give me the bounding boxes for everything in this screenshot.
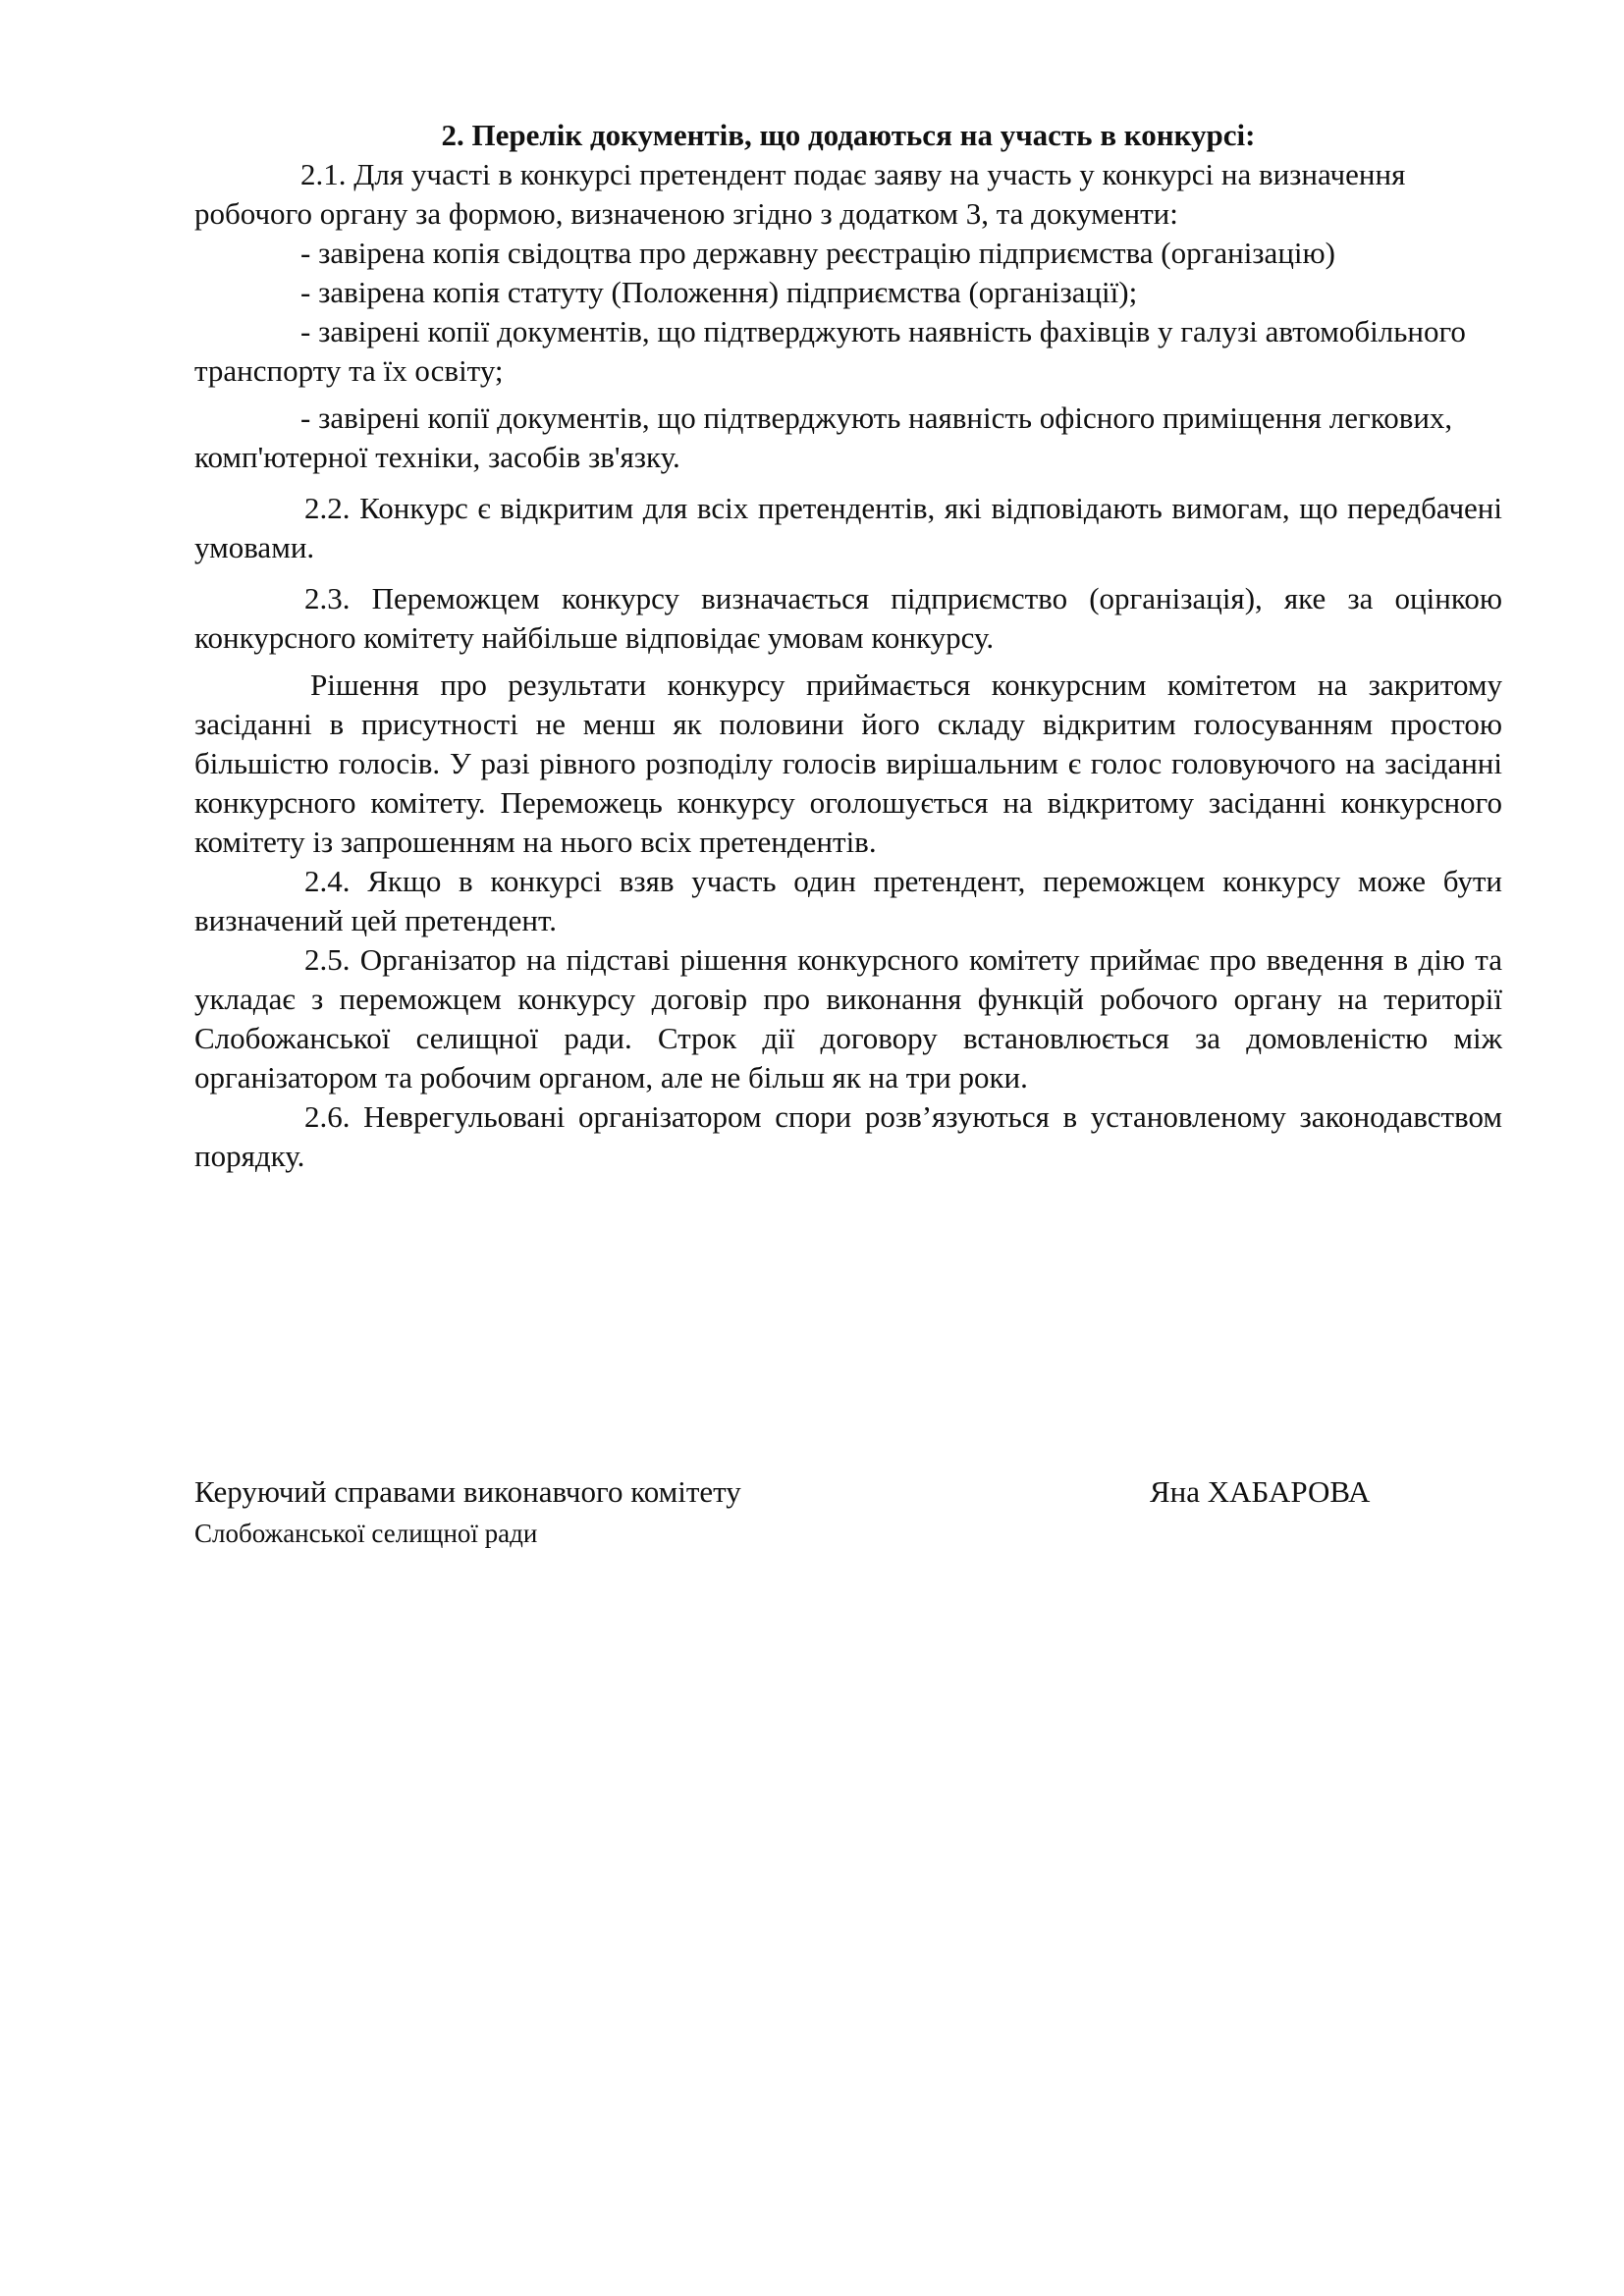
paragraph-2-2: 2.2. Конкурс є відкритим для всіх претендентів, які відповідають вимогам, що передбачені умовами. <box>194 491 1502 564</box>
signature-block <box>194 1472 1392 1571</box>
paragraph-2-6: 2.6. Неврегульовані організатором спори розв’язуються в установленому законодавством порядку. <box>194 1099 1502 1173</box>
paragraph-2-5: 2.5. Організатор на підставі рішення конкурсного комітету приймає про введення в дію та укладає з переможцем конкурсу договір про виконання функцій робочого органу на території Слобожанської селищної ради. Строк дії договору встановлюється за домовленістю між організатором та робочим органом, але не більш як на три роки. <box>194 942 1502 1095</box>
list-item-specialists-documents: - завірені копії документів, що підтверджують наявність фахівців у галузі автомобільного транспорту та їх освіту; <box>194 314 1466 388</box>
paragraph-2-3: 2.3. Переможцем конкурсу визначається підприємство (організація), яке за оцінкою конкурсного комітету найбільше відповідає умовам конкурсу. <box>194 581 1502 655</box>
section-heading: 2. Перелік документів, що додаються на участь в конкурсі: <box>441 118 1256 152</box>
signatory-position: Керуючий справами виконавчого комітету <box>194 1474 741 1509</box>
paragraph-decision: Рішення про результати конкурсу приймається конкурсним комітетом на закритому засіданні в присутності не менш як половини його складу відкритим голосуванням простою більшістю голосів. У разі рівного розподілу голосів вирішальним є голос головуючого на засіданні конкурсного комітету. Переможець конкурсу оголошується на відкритому засіданні конкурсного комітету із запрошенням на нього всіх претендентів. <box>194 667 1502 859</box>
paragraph-2-1: 2.1. Для участі в конкурсі претендент подає заяву на участь у конкурсі на визначення робочого органу за формою, визначеною згідно з додатком 3, та документи: <box>194 157 1406 231</box>
list-item-charter-copy: - завірена копія статуту (Положення) підприємства (організації); <box>300 275 1138 309</box>
list-item-registration-certificate: - завірена копія свідоцтва про державну реєстрацію підприємства (організацію) <box>300 236 1335 270</box>
document-body <box>194 116 1502 1176</box>
signatory-organization: Слобожанської селищної ради <box>194 1519 538 1548</box>
list-item-office-documents: - завірені копії документів, що підтверджують наявність офісного приміщення легкових, комп'ютерної техніки, засобів зв'язку. <box>194 400 1453 474</box>
signatory-name: Яна ХАБАРОВА <box>1150 1474 1371 1509</box>
paragraph-2-4: 2.4. Якщо в конкурсі взяв участь один претендент, переможцем конкурсу може бути визначений цей претендент. <box>194 864 1502 937</box>
